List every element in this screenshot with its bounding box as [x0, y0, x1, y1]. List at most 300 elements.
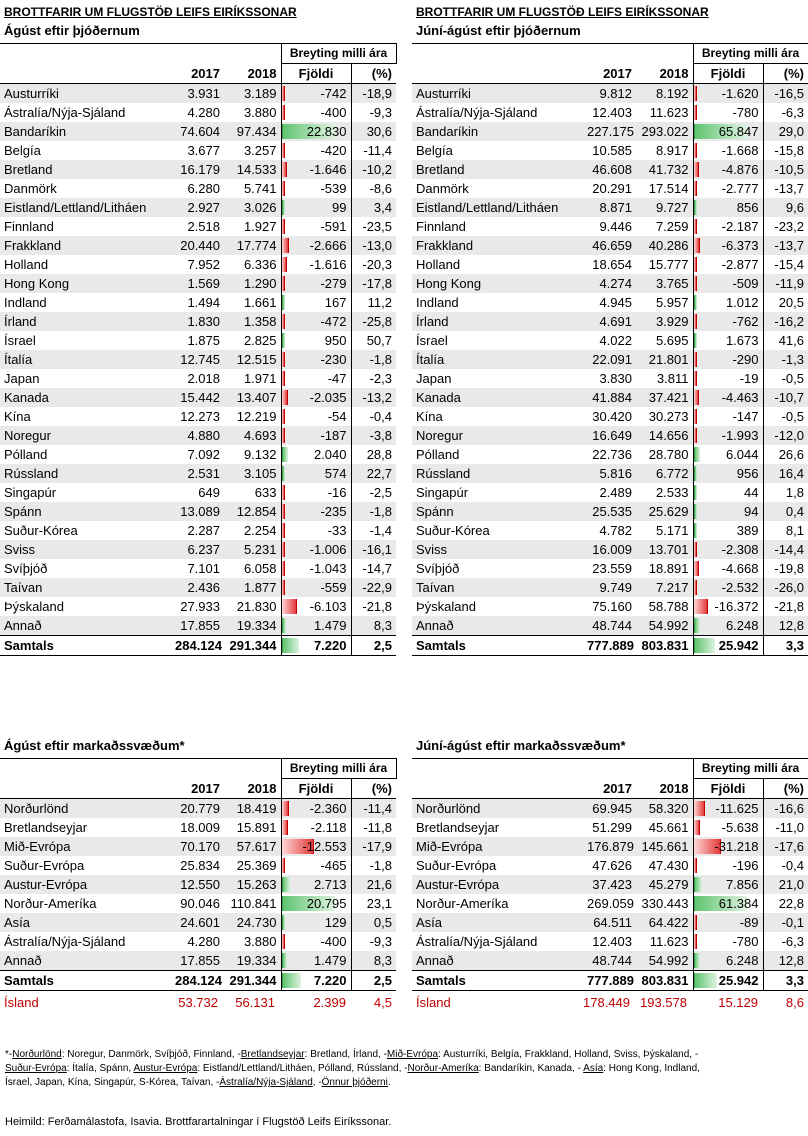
value-2018: 803.831 [636, 636, 693, 656]
negative-change-bar [282, 276, 285, 291]
value-2017: 22.736 [592, 447, 632, 462]
row-label: Bretlandseyjar [4, 820, 88, 835]
change-value: -6.103 [309, 599, 347, 614]
table-row [412, 483, 808, 502]
year-2018-header: 2018 [224, 779, 281, 799]
change-count [281, 837, 351, 856]
table-row [412, 875, 808, 894]
change-value: -2.666 [309, 238, 347, 253]
table-row [0, 559, 396, 578]
value-2018: 12.515 [224, 350, 281, 369]
row-label: Hong Kong [412, 274, 583, 293]
change-count [281, 540, 351, 559]
year-2017-header: 2017 [171, 779, 224, 799]
value-2017: 18.654 [592, 257, 632, 272]
change-count [281, 407, 351, 426]
table-row [0, 198, 396, 217]
change-percent: 22,7 [351, 464, 396, 483]
change-count [693, 293, 763, 312]
table-row [0, 616, 396, 636]
negative-change-bar [694, 915, 697, 930]
change-count [693, 464, 763, 483]
negative-change-bar [282, 599, 297, 614]
row-label: Sviss [412, 540, 583, 559]
table-row [412, 932, 808, 951]
source-note: Heimild: Ferðamálastofa, Isavia. Brottfarartalningar í Flugstöð Leifs Eiríkssonar. [5, 1116, 392, 1128]
change-percent: 0,4 [763, 502, 808, 521]
row-label: Finnland [4, 219, 54, 234]
table-row [0, 122, 396, 141]
change-value: -2.187 [721, 219, 759, 234]
change-value: -6.373 [721, 238, 759, 253]
report-title: BROTTFARIR UM FLUGSTÖÐ LEIFS EIRÍKSSONAR [416, 5, 709, 19]
change-percent: -13,7 [763, 236, 808, 255]
table-row [412, 369, 808, 388]
change-count [281, 578, 351, 597]
change-percent: -1,8 [369, 858, 392, 873]
change-count [693, 141, 763, 160]
change-value: -89 [739, 915, 759, 930]
negative-change-bar [694, 143, 697, 158]
value-2018: 54.992 [636, 616, 693, 636]
value-2018: 5.171 [655, 523, 689, 538]
row-label: Mið-Evrópa [412, 837, 583, 856]
iceland-2017: 53.732 [178, 995, 218, 1010]
positive-change-bar [282, 953, 287, 968]
change-percent: -10,2 [351, 160, 396, 179]
change-percent: -23,2 [774, 219, 804, 234]
footnote [5, 1048, 705, 1090]
change-value: -762 [732, 314, 759, 329]
value-2018: 37.421 [636, 388, 693, 407]
change-percent: 20,5 [778, 295, 804, 310]
value-2017: 23.559 [592, 561, 632, 576]
count-header: Fjöldi [693, 779, 763, 799]
market-june-august-table [412, 758, 808, 991]
value-2017: 69.945 [583, 799, 636, 819]
change-percent: -0,5 [781, 371, 804, 386]
year-2018-header: 2018 [636, 64, 693, 84]
negative-change-bar [282, 858, 285, 873]
value-2017: 176.879 [583, 837, 636, 856]
table-row [412, 236, 808, 255]
value-2018: 3.189 [224, 84, 281, 104]
change-value: -1.006 [309, 542, 347, 557]
value-2018: 3.026 [224, 198, 281, 217]
footnote-region-label: Austur-Evrópa [133, 1063, 198, 1074]
value-2018: 47.430 [648, 858, 689, 873]
value-2017: 9.812 [583, 84, 636, 104]
negative-change-bar [282, 409, 285, 424]
change-count [693, 274, 763, 293]
table-row [412, 818, 808, 837]
negative-change-bar [694, 105, 697, 120]
value-2018: 12.854 [224, 502, 281, 521]
row-label: Indland [4, 295, 47, 310]
change-percent: -0,1 [763, 913, 808, 932]
row-label: Írland [0, 312, 171, 331]
value-2017: 2.436 [171, 578, 224, 597]
iceland-change: 15.129 [718, 995, 758, 1010]
report-title: BROTTFARIR UM FLUGSTÖÐ LEIFS EIRÍKSSONAR [4, 5, 297, 19]
percent-header: (%) [351, 64, 396, 84]
positive-change-bar [282, 638, 299, 653]
year-2018-header: 2018 [224, 64, 281, 84]
value-2017: 12.550 [171, 875, 224, 894]
change-value: -187 [320, 428, 347, 443]
negative-change-bar [282, 105, 285, 120]
change-count [281, 636, 351, 656]
row-label: Eistland/Lettland/Litháen [412, 198, 583, 217]
value-2018: 291.344 [224, 636, 281, 656]
table-row [0, 464, 396, 483]
value-2018: 3.257 [243, 143, 277, 158]
table-row [412, 856, 808, 875]
table-row [0, 350, 396, 369]
value-2018: 8.192 [636, 84, 693, 104]
change-value: 20.795 [306, 896, 347, 911]
change-count [693, 350, 763, 369]
value-2017: 48.744 [583, 616, 636, 636]
negative-change-bar [282, 352, 285, 367]
change-value: -12.553 [302, 839, 347, 854]
negative-change-bar [694, 371, 697, 386]
change-value: -4.876 [721, 162, 759, 177]
table-row [412, 894, 808, 913]
footnote-region-label: Suður-Evrópa [5, 1063, 67, 1074]
year-2018-header: 2018 [636, 779, 693, 799]
negative-change-bar [694, 219, 697, 234]
change-value: 1.479 [313, 953, 347, 968]
count-header: Fjöldi [281, 64, 351, 84]
change-value: -780 [732, 934, 759, 949]
change-value: 129 [324, 915, 347, 930]
footnote-region-label: Önnur þjóðerni [321, 1077, 388, 1088]
change-percent: -1,4 [369, 523, 392, 538]
value-2017: 17.855 [171, 616, 224, 636]
value-2018: 30.273 [648, 409, 689, 424]
value-2018: 3.811 [656, 371, 689, 386]
value-2017: 7.092 [187, 447, 220, 462]
change-value: 956 [736, 466, 759, 481]
value-2017: 25.834 [180, 858, 220, 873]
change-value: -1.620 [721, 86, 759, 101]
value-2017: 3.931 [171, 84, 224, 104]
change-value: 22.830 [306, 124, 347, 139]
row-label: Holland [416, 257, 461, 272]
negative-change-bar [694, 352, 697, 367]
table-row [412, 540, 808, 559]
negative-change-bar [282, 934, 285, 949]
value-2017: 777.889 [583, 636, 636, 656]
value-2018: 5.231 [224, 540, 281, 559]
value-2018: 15.777 [648, 257, 689, 272]
row-label: Norðurlönd [0, 799, 171, 819]
negative-change-bar [282, 219, 285, 234]
table-row [0, 856, 396, 875]
change-count [693, 236, 763, 255]
change-value: -1.993 [721, 428, 759, 443]
value-2018: 21.801 [636, 350, 693, 369]
value-2018: 25.629 [636, 502, 693, 521]
change-count [281, 597, 351, 616]
header-row-top [0, 44, 396, 64]
change-percent: 3,3 [763, 971, 808, 991]
negative-change-bar [694, 238, 700, 253]
change-percent: -11,4 [351, 799, 396, 819]
value-2018: 97.434 [224, 122, 281, 141]
table-row [412, 502, 808, 521]
row-label: Suður-Evrópa [416, 858, 497, 873]
row-label: Belgía [416, 143, 453, 158]
change-count [281, 971, 351, 991]
change-percent: -6,3 [781, 934, 804, 949]
value-2017: 2.018 [187, 371, 220, 386]
change-count [693, 426, 763, 445]
change-percent: -1,8 [351, 350, 396, 369]
footnote-region-members: Austurríki, Belgía, Frakkland, Holland, Sviss, Þýskaland, - [443, 1049, 699, 1060]
negative-change-bar [694, 162, 699, 177]
value-2018: 1.927 [243, 219, 277, 234]
value-2017: 46.608 [583, 160, 636, 179]
value-2018: 803.831 [636, 971, 693, 991]
value-2017: 2.927 [171, 198, 224, 217]
change-percent: 0,5 [351, 913, 396, 932]
positive-change-bar [694, 485, 697, 500]
negative-change-bar [282, 820, 288, 835]
row-label: Noregur [412, 426, 583, 445]
value-2018: 64.422 [636, 913, 693, 932]
row-label: Rússland [412, 464, 583, 483]
iceland-2017: 178.449 [583, 995, 630, 1010]
row-label: Japan [4, 371, 40, 386]
table-row [412, 179, 808, 198]
change-count [281, 932, 351, 951]
value-2017: 777.889 [583, 971, 636, 991]
value-2018: 45.661 [648, 820, 689, 835]
negative-change-bar [282, 86, 285, 101]
value-2017: 9.749 [583, 578, 636, 597]
change-percent: 22,8 [778, 896, 804, 911]
change-header: Breyting milli ára [693, 759, 808, 779]
row-label: Ástralía/Nýja-Sjáland [416, 105, 538, 120]
table-row [0, 84, 396, 104]
table-row [412, 293, 808, 312]
change-count [693, 913, 763, 932]
table-row [0, 483, 396, 502]
row-label: Austur-Evrópa [412, 875, 583, 894]
table-row [0, 951, 396, 971]
negative-change-bar [694, 314, 697, 329]
change-percent: 26,6 [778, 447, 804, 462]
iceland-row [412, 995, 808, 1013]
value-2018: 15.891 [236, 820, 277, 835]
change-value: 7.220 [313, 973, 347, 988]
change-count [281, 464, 351, 483]
change-count [693, 502, 763, 521]
panel-market-june-august [412, 732, 808, 1032]
value-2018: 6.336 [243, 257, 277, 272]
positive-change-bar [694, 953, 700, 968]
table-row [412, 426, 808, 445]
change-count [693, 388, 763, 407]
value-2018: 40.286 [636, 236, 693, 255]
positive-change-bar [282, 973, 301, 988]
row-label: Taívan [412, 578, 583, 597]
change-count [281, 141, 351, 160]
change-value: 44 [744, 485, 759, 500]
change-count [281, 951, 351, 971]
negative-change-bar [282, 238, 289, 253]
value-2018: 21.830 [236, 599, 277, 614]
negative-change-bar [282, 580, 285, 595]
negative-change-bar [694, 801, 705, 816]
change-percent: -15,8 [774, 143, 804, 158]
change-count [693, 103, 763, 122]
positive-change-bar [282, 200, 285, 215]
value-2017: 90.046 [180, 896, 220, 911]
change-count [281, 502, 351, 521]
row-label: Rússland [0, 464, 171, 483]
change-count [281, 856, 351, 875]
footnote-region-label: Mið-Evrópa [386, 1049, 439, 1060]
change-count [693, 597, 763, 616]
value-2018: 2.533 [655, 485, 689, 500]
change-percent: -10,5 [763, 160, 808, 179]
table-row [0, 502, 396, 521]
value-2017: 4.782 [599, 523, 632, 538]
row-label: Belgía [4, 143, 41, 158]
table-row [0, 540, 396, 559]
value-2018: 293.022 [636, 122, 693, 141]
change-count [281, 122, 351, 141]
change-value: -2.360 [309, 801, 347, 816]
positive-change-bar [282, 333, 285, 348]
table-row [0, 274, 396, 293]
change-count [281, 350, 351, 369]
value-2017: 24.601 [171, 913, 224, 932]
footnote-separator: : [66, 1063, 73, 1074]
change-percent: -13,2 [351, 388, 396, 407]
change-value: 1.479 [313, 618, 347, 633]
value-2018: 25.369 [236, 858, 277, 873]
table-row [412, 312, 808, 331]
change-count [693, 122, 763, 141]
change-value: -16 [327, 485, 347, 500]
value-2017: 4.880 [171, 426, 224, 445]
change-count [693, 217, 763, 236]
percent-header: (%) [763, 779, 808, 799]
value-2018: 45.279 [636, 875, 693, 894]
change-count [693, 818, 763, 837]
table-row [412, 837, 808, 856]
table-row [412, 255, 808, 274]
row-label: Ástralía/Nýja-Sjáland [4, 105, 126, 120]
value-2018: 330.443 [641, 896, 689, 911]
change-value: -472 [320, 314, 347, 329]
table-row [0, 521, 396, 540]
row-label: Frakkland [0, 236, 171, 255]
value-2017: 10.585 [592, 143, 632, 158]
value-2018: 291.344 [224, 971, 281, 991]
panel-nationality-june-august [412, 0, 808, 715]
footnote-separator: : [61, 1049, 68, 1060]
row-label: Ísrael [416, 333, 448, 348]
table-row [412, 103, 808, 122]
value-2017: 6.237 [171, 540, 224, 559]
value-2017: 30.420 [592, 409, 632, 424]
change-percent: 30,6 [351, 122, 396, 141]
value-2018: 28.780 [648, 447, 689, 462]
change-count [693, 799, 763, 819]
footnote-region-label: Asía [583, 1063, 604, 1074]
row-label: Singapúr [4, 485, 57, 500]
value-2017: 3.677 [187, 143, 220, 158]
value-2018: 145.661 [636, 837, 693, 856]
change-value: 6.248 [725, 618, 759, 633]
value-2017: 74.604 [171, 122, 224, 141]
change-header: Breyting milli ára [281, 759, 396, 779]
positive-change-bar [282, 295, 285, 310]
change-count [693, 521, 763, 540]
row-label: Svíþjóð [4, 561, 48, 576]
table-row [412, 122, 808, 141]
change-percent: -2,3 [369, 371, 392, 386]
table-row [0, 894, 396, 913]
table-row [0, 369, 396, 388]
change-percent: 8,1 [785, 523, 804, 538]
change-count [693, 951, 763, 971]
change-value: 61.384 [718, 896, 759, 911]
table-row [412, 160, 808, 179]
value-2017: 37.423 [583, 875, 636, 894]
value-2017: 8.871 [583, 198, 636, 217]
row-label: Þýskaland [4, 599, 64, 614]
change-value: 7.856 [725, 877, 759, 892]
header-row-top [412, 44, 808, 64]
value-2018: 18.419 [224, 799, 281, 819]
change-percent: -0,4 [781, 858, 804, 873]
change-percent: -13,7 [774, 181, 804, 196]
row-label: Singapúr [416, 485, 469, 500]
value-2017: 4.280 [187, 934, 220, 949]
change-percent: 2,5 [351, 971, 396, 991]
change-percent: -26,0 [763, 578, 808, 597]
value-2017: 47.626 [592, 858, 632, 873]
count-header: Fjöldi [693, 64, 763, 84]
change-count [281, 103, 351, 122]
change-percent: -17,8 [351, 274, 396, 293]
negative-change-bar [694, 390, 699, 405]
positive-change-bar [694, 877, 702, 892]
change-count [693, 559, 763, 578]
negative-change-bar [694, 428, 697, 443]
value-2017: 12.403 [592, 934, 632, 949]
change-count [281, 369, 351, 388]
value-2018: 13.701 [636, 540, 693, 559]
value-2018: 3.765 [636, 274, 693, 293]
row-label: Írland [412, 312, 583, 331]
change-percent: -13,0 [351, 236, 396, 255]
negative-change-bar [282, 504, 285, 519]
table-row [412, 84, 808, 104]
panel-subtitle: Ágúst eftir markaðssvæðum* [4, 738, 185, 753]
value-2017: 18.009 [180, 820, 220, 835]
change-value: -780 [732, 105, 759, 120]
change-value: -279 [320, 276, 347, 291]
row-label: Austurríki [412, 84, 583, 104]
change-percent: 21,6 [351, 875, 396, 894]
